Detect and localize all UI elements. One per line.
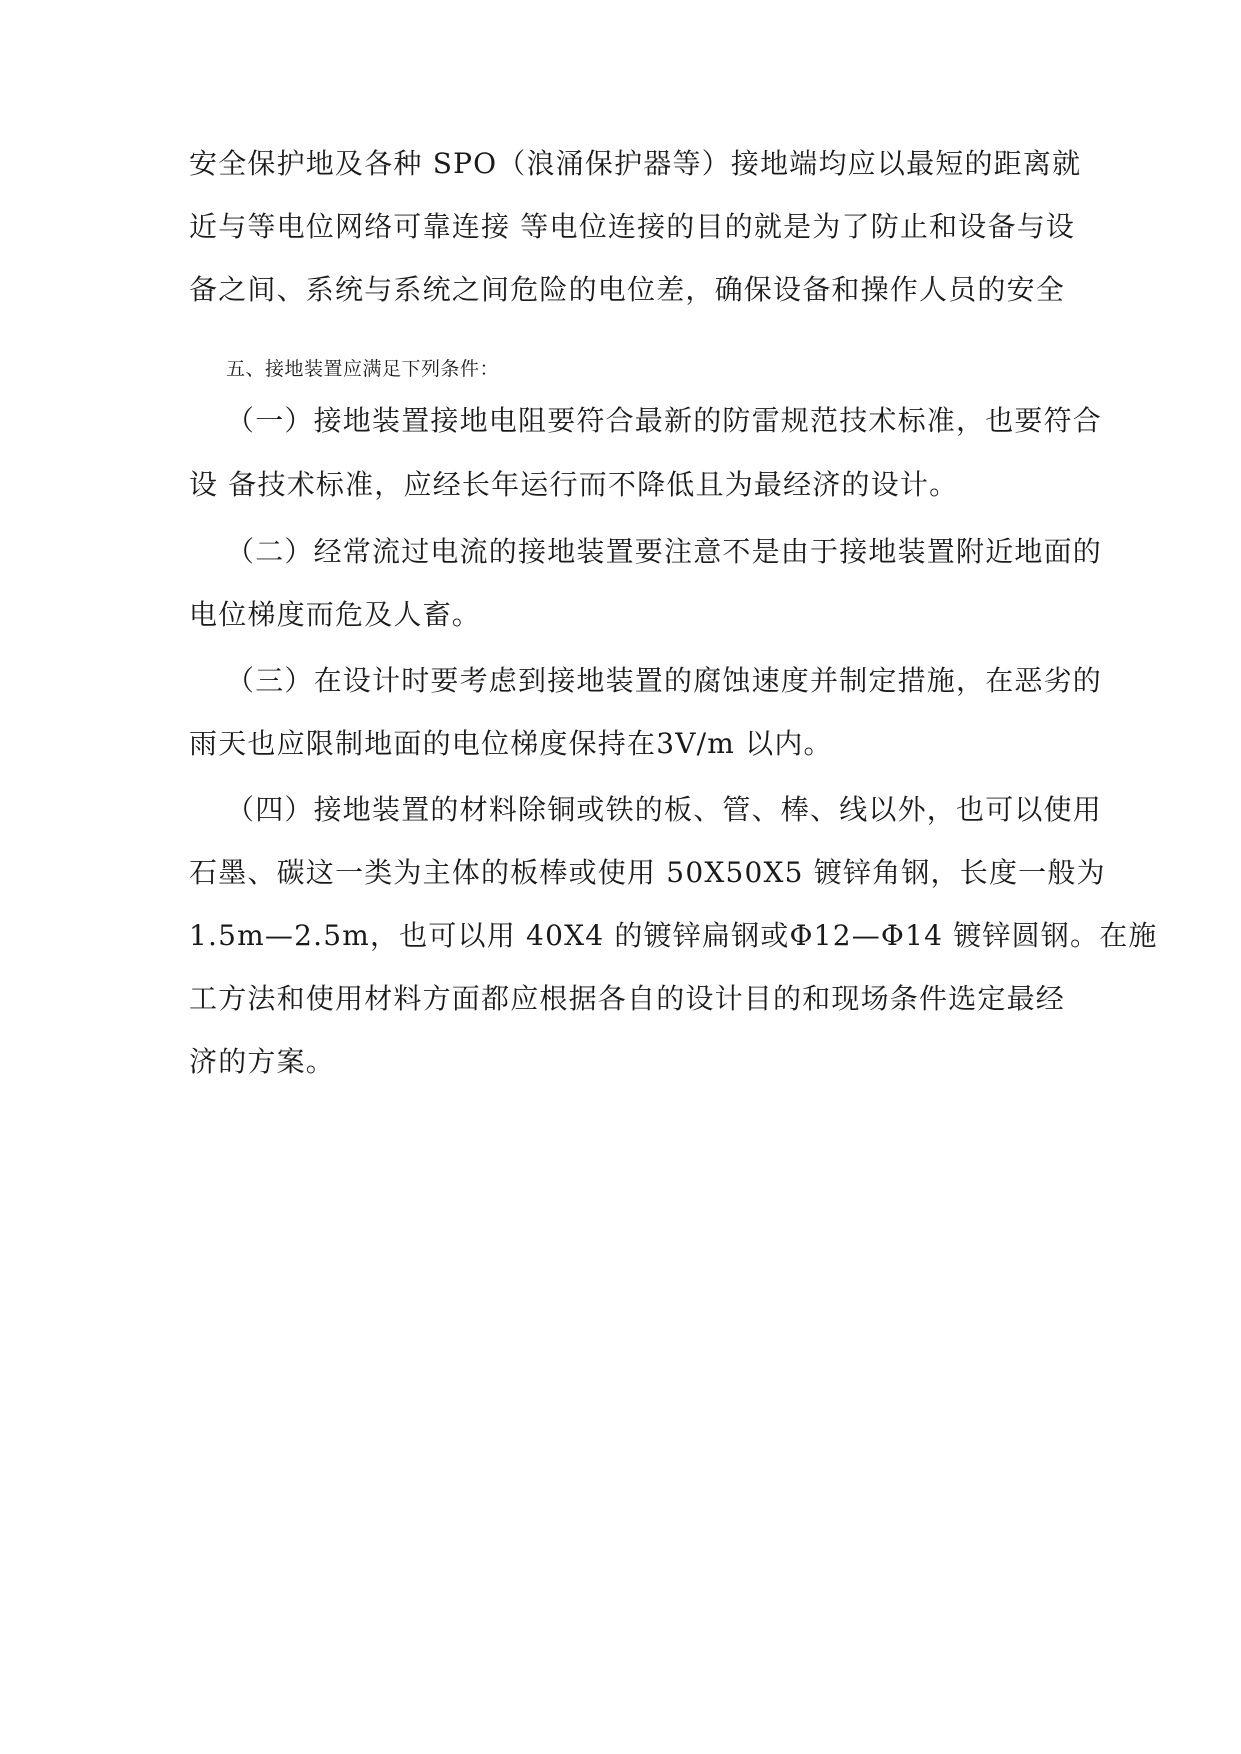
- intro-line-2: 近与等电位网络可靠连接 等电位连接的目的就是为了防止和设备与设: [189, 210, 1076, 243]
- item-3-line-1: （三）在设计时要考虑到接地装置的腐蚀速度并制定措施，在恶劣的: [226, 664, 1103, 697]
- item-2-line-1: （二）经常流过电流的接地装置要注意不是由于接地装置附近地面的: [226, 535, 1103, 568]
- item-1-line-1: （一）接地装置接地电阻要符合最新的防雷规范技术标准，也要符合: [226, 404, 1103, 437]
- item-3-line-2: 雨天也应限制地面的电位梯度保持在3V/m 以内。: [189, 727, 833, 760]
- item-4-line-1: （四）接地装置的材料除铜或铁的板、管、棒、线以外，也可以使用: [226, 793, 1103, 826]
- item-4-line-5: 济的方案。: [189, 1045, 336, 1078]
- item-4-line-4: 工方法和使用材料方面都应根据各自的设计目的和现场条件选定最经: [189, 982, 1066, 1015]
- item-2-line-2: 电位梯度而危及人畜。: [189, 598, 482, 631]
- item-1-line-2: 设 备技术标准，应经长年运行而不降低且为最经济的设计。: [189, 468, 959, 501]
- item-4-line-3: 1.5m—2.5m，也可以用 40X4 的镀锌扁钢或Φ12—Φ14 镀锌圆钢。在施: [189, 919, 1158, 952]
- section-heading: 五、接地装置应满足下列条件：: [226, 358, 500, 380]
- item-4-line-2: 石墨、碳这一类为主体的板棒或使用 50X50X5 镀锌角钢，长度一般为: [189, 856, 1106, 889]
- intro-line-3: 备之间、系统与系统之间危险的电位差，确保设备和操作人员的安全: [189, 273, 1066, 306]
- intro-line-1: 安全保护地及各种 SPO（浪涌保护器等）接地端均应以最短的距离就: [189, 147, 1082, 180]
